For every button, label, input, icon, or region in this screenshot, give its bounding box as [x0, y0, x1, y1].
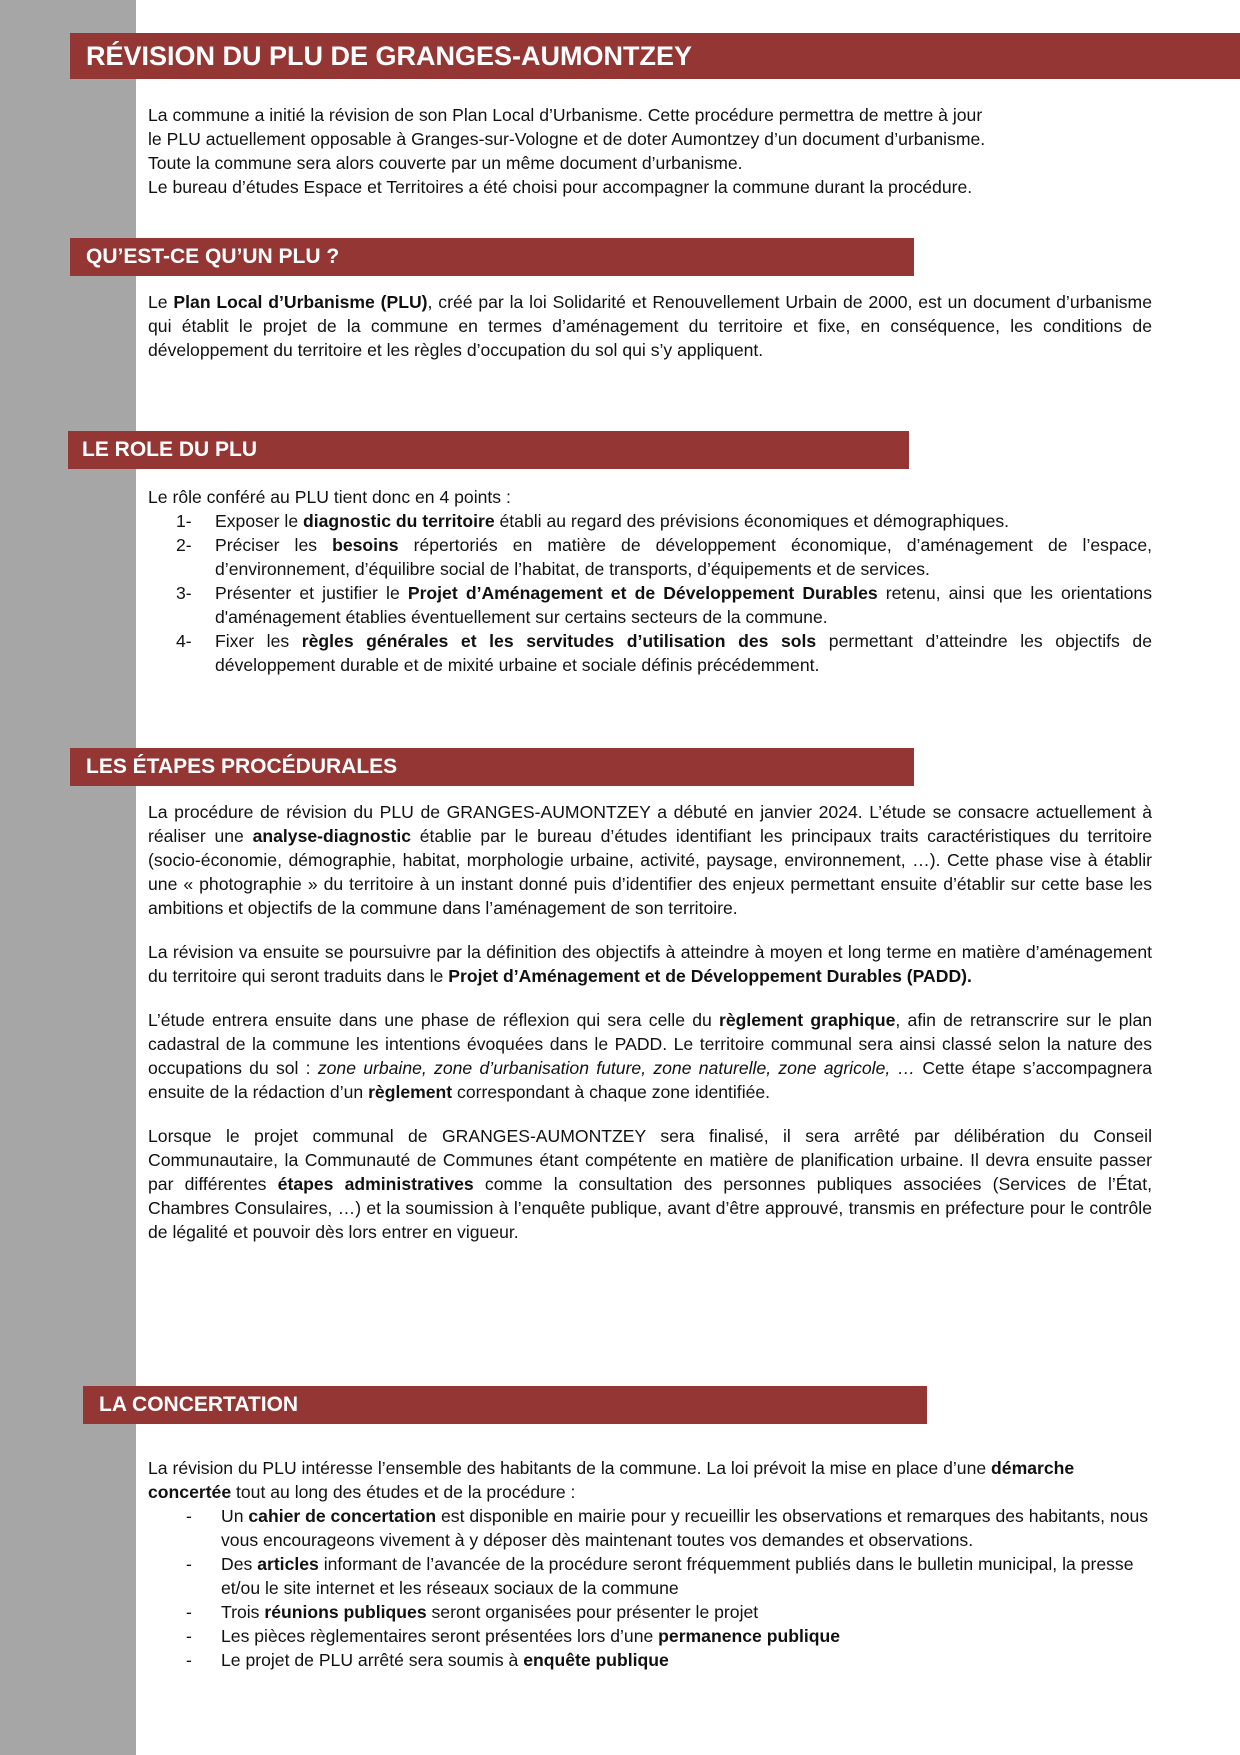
- what-is-plu-paragraph: [148, 290, 1152, 362]
- text: informant de l’avancée de la procédure seront fréquemment publiés dans le bulletin municipal, la presse et/ou le site internet et les réseaux sociaux de la commune: [221, 1554, 1134, 1598]
- text: L’étude entrera ensuite dans une phase de réflexion qui sera celle du: [148, 1010, 720, 1030]
- list-number: 4-: [176, 631, 192, 651]
- text: tout au long des études et de la procédure :: [231, 1482, 576, 1502]
- list-number: 3-: [176, 583, 192, 603]
- paragraph: [148, 1456, 1152, 1504]
- text: Des: [221, 1554, 258, 1574]
- text-bold: étapes administratives: [277, 1174, 474, 1194]
- text-bold: règles générales et les servitudes d’utilisation des sols: [301, 631, 817, 651]
- list-item: [148, 1552, 1152, 1600]
- text-bold: Projet d’Aménagement et de Développement Durables (PADD).: [448, 966, 972, 986]
- text: retenu, ainsi que les orientations d'aménagement établies éventuellement sur certains secteurs de la commune.: [215, 583, 1152, 627]
- dash-bullet: -: [186, 1506, 192, 1526]
- section-heading-role-plu: LE ROLE DU PLU: [68, 431, 909, 469]
- page-title: RÉVISION DU PLU DE GRANGES-AUMONTZEY: [70, 33, 1240, 79]
- text: Préciser les: [215, 535, 333, 555]
- intro-line: Toute la commune sera alors couverte par un même document d’urbanisme.: [148, 153, 743, 173]
- list-item: [148, 533, 1152, 581]
- text-bold: cahier de concertation: [248, 1506, 437, 1526]
- list-number: 2-: [176, 535, 192, 555]
- role-plu-section: [148, 485, 1152, 677]
- text: Trois: [221, 1602, 265, 1622]
- dash-bullet: -: [186, 1554, 192, 1574]
- section-heading-procedural-steps: LES ÉTAPES PROCÉDURALES: [70, 748, 914, 786]
- text: La procédure de révision du PLU de GRANGES-AUMONTZEY a débuté en janvier 2024. L’étude se consacre actuellement à réaliser une: [148, 802, 1152, 846]
- paragraph: [148, 940, 1152, 988]
- text-bold: règlement: [368, 1082, 453, 1102]
- text: La révision va ensuite se poursuivre par la définition des objectifs à atteindre à moyen et long terme en matière d’aménagement du territoire qui seront traduits dans le: [148, 942, 1152, 986]
- text: Présenter et justifier le: [215, 583, 408, 603]
- text: Cette étape s’accompagnera ensuite de la rédaction d’un: [148, 1058, 1152, 1102]
- intro-line: Le bureau d’études Espace et Territoires a été choisi pour accompagner la commune durant la procédure.: [148, 177, 973, 197]
- text-bold: analyse-diagnostic: [252, 826, 411, 846]
- text-bold: enquête publique: [523, 1650, 669, 1670]
- text: , créé par la loi Solidarité et Renouvellement Urbain de 2000, est un document d’urbanisme qui établit le projet de la commune en termes d’aménagement du territoire et fixe, en conséquence, les conditions de développement du territoire et les règles d’occupation du sol qui s’y appliquent.: [148, 292, 1152, 360]
- paragraph: [148, 1124, 1152, 1244]
- text: Fixer les: [215, 631, 302, 651]
- text: établie par le bureau d’études identifiant les principaux traits caractéristiques du territoire (socio-économie, démographie, habitat, morphologie urbaine, activité, paysage, environnement, …). Cette phase vise à établir une « photographie » du territoire à un instant donné puis d’identifier des enjeux permettant ensuite d’établir sur cette base les ambitions et objectifs de la commune dans l’aménagement de son territoire.: [148, 826, 1152, 918]
- text: permettant d’atteindre les objectifs de développement durable et de mixité urbaine et sociale définis précédemment.: [215, 631, 1152, 675]
- intro-paragraph: [148, 103, 1152, 199]
- text-bold: démarche concertée: [148, 1458, 1075, 1502]
- intro-line: le PLU actuellement opposable à Granges-sur-Vologne et de doter Aumontzey d’un document d’urbanisme.: [148, 129, 986, 149]
- list-item: [148, 1648, 1152, 1672]
- list-item: [148, 1600, 1152, 1624]
- list-item: [148, 581, 1152, 629]
- text: correspondant à chaque zone identifiée.: [452, 1082, 771, 1102]
- text-bold: Projet d’Aménagement et de Développement Durables: [407, 583, 878, 603]
- section-heading-concertation: LA CONCERTATION: [83, 1386, 927, 1424]
- text: La révision du PLU intéresse l’ensemble des habitants de la commune. La loi prévoit la mise en place d’une: [148, 1458, 992, 1478]
- text: seront organisées pour présenter le projet: [426, 1602, 759, 1622]
- text: Exposer le: [215, 511, 304, 531]
- procedural-steps-section: [148, 800, 1152, 1244]
- text: Lorsque le projet communal de GRANGES-AUMONTZEY sera finalisé, il sera arrêté par délibération du Conseil Communautaire, la Communauté de Communes étant compétente en matière de planification urbaine. Il devra ensuite passer par différentes: [148, 1126, 1152, 1194]
- intro-line: La commune a initié la révision de son Plan Local d’Urbanisme. Cette procédure permettra de mettre à jour: [148, 105, 983, 125]
- text-bold: réunions publiques: [264, 1602, 427, 1622]
- role-intro: Le rôle conféré au PLU tient donc en 4 points :: [148, 487, 511, 507]
- text-bold: permanence publique: [658, 1626, 840, 1646]
- concertation-section: [148, 1456, 1152, 1672]
- text: est disponible en mairie pour y recueillir les observations et remarques des habitants, nous vous encourageons vivement à y déposer dès maintenant toutes vos demandes et observations.: [221, 1506, 1149, 1550]
- paragraph: [148, 800, 1152, 920]
- text-bold: diagnostic du territoire: [303, 511, 495, 531]
- text: Le: [148, 292, 174, 312]
- list-item: [148, 1624, 1152, 1648]
- text: Un: [221, 1506, 249, 1526]
- section-heading-what-is-plu: QU’EST-CE QU’UN PLU ?: [70, 238, 914, 276]
- text-italic: zone urbaine, zone d’urbanisation future, zone naturelle, zone agricole, …: [317, 1058, 916, 1078]
- list-number: 1-: [176, 511, 192, 531]
- text: répertoriés en matière de développement économique, d’aménagement de l’espace, d’environnement, d’équilibre social de l’habitat, de transports, d’équipements et de services.: [215, 535, 1152, 579]
- concertation-list: [148, 1504, 1152, 1672]
- dash-bullet: -: [186, 1602, 192, 1622]
- text: comme la consultation des personnes publiques associées (Services de l’État, Chambres Consulaires, …) et la soumission à l’enquête publique, avant d’être approuvé, transmis en préfecture pour le contrôle de légalité et pouvoir dès lors entrer en vigueur.: [148, 1174, 1152, 1242]
- dash-bullet: -: [186, 1626, 192, 1646]
- text-bold: règlement graphique: [719, 1010, 896, 1030]
- text-bold: Plan Local d’Urbanisme (PLU): [173, 292, 428, 312]
- text: , afin de retranscrire sur le plan cadastral de la commune les intentions évoquées dans le PADD. Le territoire communal sera ainsi classé selon la nature des occupations du sol :: [148, 1010, 1153, 1078]
- list-item: [148, 509, 1152, 533]
- list-item: [148, 1504, 1152, 1552]
- text-bold: articles: [257, 1554, 319, 1574]
- text: Les pièces règlementaires seront présentées lors d’une: [221, 1626, 659, 1646]
- dash-bullet: -: [186, 1650, 192, 1670]
- text: établi au regard des prévisions économiques et démographiques.: [494, 511, 1010, 531]
- text-bold: besoins: [332, 535, 399, 555]
- list-item: [148, 629, 1152, 677]
- text: Le projet de PLU arrêté sera soumis à: [221, 1650, 524, 1670]
- role-points-list: [148, 509, 1152, 677]
- paragraph: [148, 1008, 1152, 1104]
